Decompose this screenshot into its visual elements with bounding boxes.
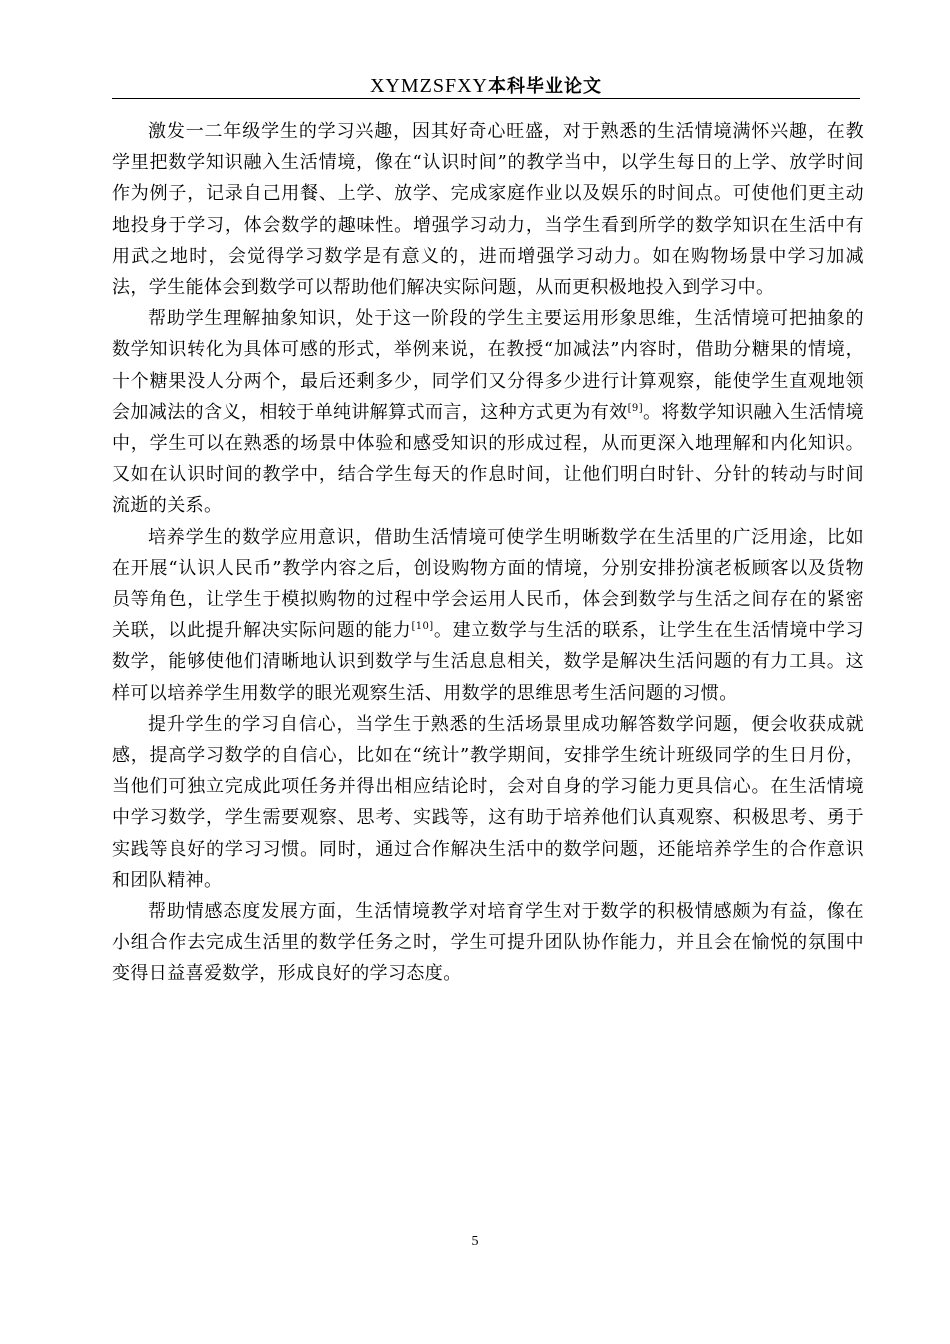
header-code: XYMZSFXY	[369, 75, 489, 97]
citation: [9]	[627, 402, 643, 414]
paragraph-interest: 激发一二年级学生的学习兴趣，因其好奇心旺盛，对于熟悉的生活情境满怀兴趣，在教学里把数学知识融入生活情境，像在“认识时间”的教学当中，以学生每日的上学、放学时间作为例子，记录自己用餐、上学、放学、完成家庭作业以及娱乐的时间点。可使他们更主动地投身于学习，体会数学的趣味性。增强学习动力，当学生看到所学的数学知识在生活中有用武之地时，会觉得学习数学是有意义的，进而增强学习动力。如在购物场景中学习加减法，学生能体会到数学可以帮助他们解决实际问题，从而更积极地投入到学习中。	[112, 121, 864, 299]
paragraph-confidence: 提升学生的学习自信心，当学生于熟悉的生活场景里成功解答数学问题，便会收获成就感，提高学习数学的自信心，比如在“统计”教学期间，安排学生统计班级同学的生日月份，当他们可独立完成此项任务并得出相应结论时，会对自身的学习能力更具信心。在生活情境中学习数学，学生需要观察、思考、实践等，这有助于培养他们认真观察、积极思考、勇于实践等良好的学习习惯。同时，通过合作解决生活中的数学问题，还能培养学生的合作意识和团队精神。	[112, 713, 864, 891]
citation: [10]	[411, 621, 434, 633]
paragraph-abstract-knowledge	[112, 303, 864, 521]
paragraph-application	[112, 522, 864, 709]
document-body	[112, 116, 864, 990]
paragraph-text: 培养学生的数学应用意识，借助生活情境可使学生明晰数学在生活里的广泛用途，比如在开展“认识人民币”教学内容之后，创设购物方面的情境，分别安排扮演老板顾客以及货物员等角色，让学生于模拟购物的过程中学会运用人民币，体会到数学与生活之间存在的紧密关联，以此提升解决实际问题的能力	[112, 526, 864, 642]
page-header	[112, 72, 860, 99]
paragraph-text: 。建立数学与生活的联系，让学生在生活情境中学习数学，能够使他们清晰地认识到数学与生活息息相关，数学是解决生活问题的有力工具。这样可以培养学生用数学的眼光观察生活、用数学的思维思考生活问题的习惯。	[112, 620, 864, 704]
paragraph-text: 。将数学知识融入生活情境中，学生可以在熟悉的场景中体验和感受知识的形成过程，从而更深入地理解和内化知识。又如在认识时间的教学中，结合学生每天的作息时间，让他们明白时针、分针的转动与时间流逝的关系。	[112, 401, 864, 517]
header-title: 本科毕业论文	[488, 76, 603, 97]
paragraph-text: 帮助学生理解抽象知识，处于这一阶段的学生主要运用形象思维，生活情境可把抽象的数学知识转化为具体可感的形式，举例来说，在教授“加减法”内容时，借助分糖果的情境，十个糖果没人分两个，最后还剩多少，同学们又分得多少进行计算观察，能使学生直观地领会加减法的含义，相较于单纯讲解算式而言，这种方式更为有效	[112, 308, 864, 423]
paragraph-emotion: 帮助情感态度发展方面，生活情境教学对培育学生对于数学的积极情感颇为有益，像在小组合作去完成生活里的数学任务之时，学生可提升团队协作能力，并且会在愉悦的氛围中变得日益喜爱数学，形成良好的学习态度。	[112, 901, 864, 985]
page-number: 5	[471, 1234, 479, 1249]
